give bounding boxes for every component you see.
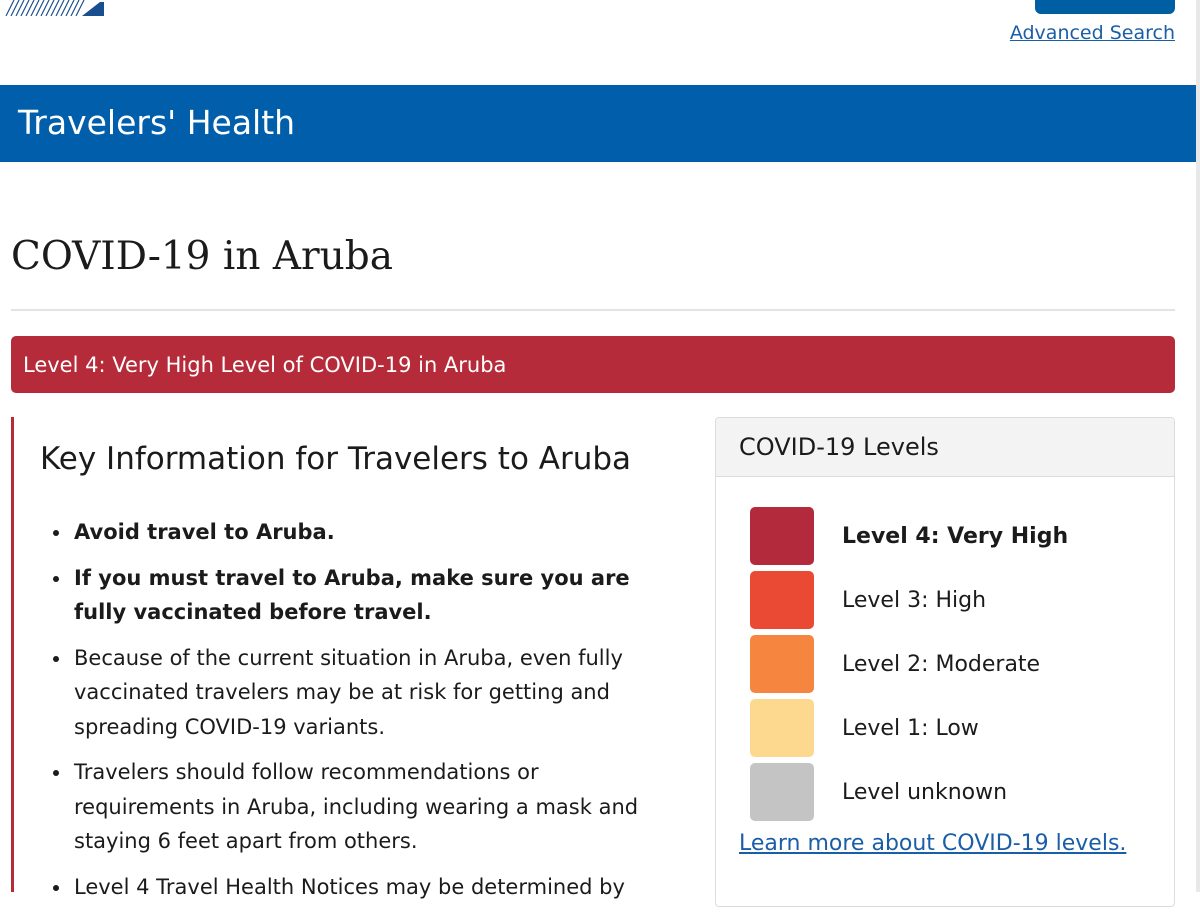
level-alert-bar bbox=[11, 336, 1175, 393]
level-4-swatch bbox=[750, 507, 814, 565]
level-row-1 bbox=[750, 699, 1068, 757]
level-4-label: Level 4: Very High bbox=[842, 523, 1069, 549]
level-1-swatch bbox=[750, 699, 814, 757]
level-2-label: Level 2: Moderate bbox=[842, 651, 1041, 677]
search-button[interactable] bbox=[1035, 0, 1175, 14]
alert-text: Level 4: Very High Level of COVID-19 in Aruba bbox=[23, 352, 507, 377]
level-unknown-label: Level unknown bbox=[842, 779, 1008, 805]
list-item: • Because of the current situation in Aruba, even fully vaccinated travelers may be at risk for getting and spreading COVID-19 variants. bbox=[72, 641, 682, 745]
level-row-2 bbox=[750, 635, 1068, 693]
page-title: COVID-19 in Aruba bbox=[11, 234, 394, 279]
list-item: • If you must travel to Aruba, make sure you are fully vaccinated before travel. bbox=[72, 561, 682, 630]
divider bbox=[11, 309, 1175, 311]
levels-legend bbox=[750, 507, 1068, 827]
covid-levels-panel bbox=[715, 417, 1175, 907]
level-3-label: Level 3: High bbox=[842, 587, 987, 613]
level-3-swatch bbox=[750, 571, 814, 629]
key-information-title: Key Information for Travelers to Aruba bbox=[40, 441, 632, 477]
learn-more-levels-link[interactable]: Learn more about COVID-19 levels. bbox=[739, 831, 1127, 856]
scrollbar[interactable] bbox=[1196, 0, 1200, 892]
list-item: • Travelers should follow recommendations or requirements in Aruba, including wearing a mask and staying 6 feet apart from others. bbox=[72, 755, 682, 859]
list-item: • Avoid travel to Aruba. bbox=[72, 515, 682, 550]
level-row-3 bbox=[750, 571, 1068, 629]
level-row-unknown bbox=[750, 763, 1068, 821]
key-information-list bbox=[40, 515, 682, 915]
advanced-search-link[interactable]: Advanced Search bbox=[1009, 22, 1175, 44]
covid-levels-heading: COVID-19 Levels bbox=[716, 418, 1174, 477]
list-item: • Level 4 Travel Health Notices may be determined by bbox=[72, 870, 682, 905]
level-unknown-swatch bbox=[750, 763, 814, 821]
section-title[interactable]: Travelers' Health bbox=[18, 103, 296, 142]
level-2-swatch bbox=[750, 635, 814, 693]
level-row-4 bbox=[750, 507, 1068, 565]
level-1-label: Level 1: Low bbox=[842, 715, 979, 741]
cdc-logo[interactable] bbox=[0, 0, 104, 16]
key-information-panel bbox=[11, 417, 671, 899]
